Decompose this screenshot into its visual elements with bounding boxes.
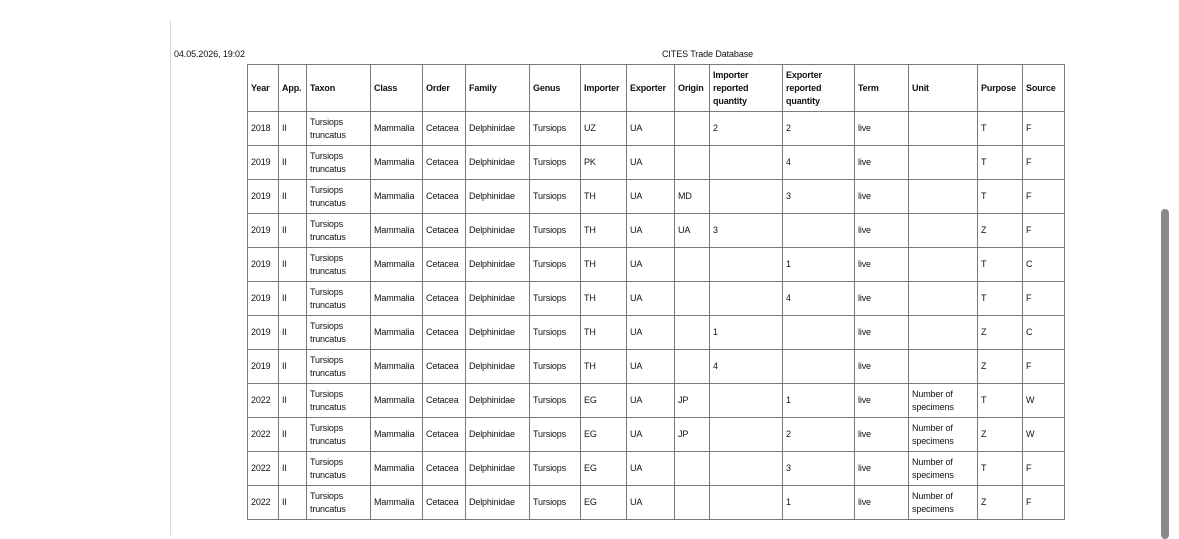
cell-purpose: T: [978, 248, 1023, 282]
cell-genus: Tursiops: [530, 146, 581, 180]
column-header-exporter-quantity: Exporter reported quantity: [783, 65, 855, 112]
cell-appendix: II: [279, 180, 307, 214]
cell-unit: [909, 248, 978, 282]
column-header-term: Term: [855, 65, 909, 112]
table-row: [248, 350, 1065, 384]
column-header-genus: Genus: [530, 65, 581, 112]
cell-year: 2022: [248, 452, 279, 486]
cell-importer-quantity: 3: [710, 214, 783, 248]
cell-origin: JP: [675, 418, 710, 452]
cell-taxon: Tursiops truncatus: [307, 282, 371, 316]
cell-importer: TH: [581, 282, 627, 316]
cell-order: Cetacea: [423, 316, 466, 350]
cell-unit: [909, 180, 978, 214]
cell-importer-quantity: 2: [710, 112, 783, 146]
cell-class: Mammalia: [371, 248, 423, 282]
cell-source: W: [1023, 418, 1065, 452]
cell-purpose: T: [978, 384, 1023, 418]
cell-term: live: [855, 146, 909, 180]
cell-importer: TH: [581, 316, 627, 350]
cell-origin: [675, 486, 710, 520]
cell-genus: Tursiops: [530, 248, 581, 282]
table-body: [248, 112, 1065, 520]
cell-source: F: [1023, 486, 1065, 520]
cell-unit: Number of specimens: [909, 418, 978, 452]
cell-family: Delphinidae: [466, 350, 530, 384]
cell-order: Cetacea: [423, 384, 466, 418]
cell-unit: [909, 282, 978, 316]
cell-exporter-quantity: 2: [783, 418, 855, 452]
cell-order: Cetacea: [423, 112, 466, 146]
cell-class: Mammalia: [371, 350, 423, 384]
cell-appendix: II: [279, 384, 307, 418]
cell-taxon: Tursiops truncatus: [307, 248, 371, 282]
cell-year: 2019: [248, 350, 279, 384]
cell-importer-quantity: 4: [710, 350, 783, 384]
cell-appendix: II: [279, 214, 307, 248]
cell-appendix: II: [279, 350, 307, 384]
cell-family: Delphinidae: [466, 112, 530, 146]
cell-exporter: UA: [627, 486, 675, 520]
cell-taxon: Tursiops truncatus: [307, 418, 371, 452]
cell-class: Mammalia: [371, 452, 423, 486]
cell-purpose: Z: [978, 350, 1023, 384]
cell-exporter-quantity: 4: [783, 146, 855, 180]
cell-exporter: UA: [627, 384, 675, 418]
cell-year: 2019: [248, 214, 279, 248]
cell-class: Mammalia: [371, 146, 423, 180]
cell-importer-quantity: [710, 248, 783, 282]
column-header-purpose: Purpose: [978, 65, 1023, 112]
cell-class: Mammalia: [371, 282, 423, 316]
cell-origin: [675, 350, 710, 384]
cell-unit: [909, 350, 978, 384]
table-row: [248, 248, 1065, 282]
cell-source: F: [1023, 350, 1065, 384]
cell-importer-quantity: [710, 146, 783, 180]
cell-class: Mammalia: [371, 486, 423, 520]
cell-term: live: [855, 418, 909, 452]
cell-taxon: Tursiops truncatus: [307, 452, 371, 486]
trade-table: [247, 64, 1065, 520]
cell-source: C: [1023, 316, 1065, 350]
cell-importer: EG: [581, 418, 627, 452]
cell-family: Delphinidae: [466, 486, 530, 520]
cell-order: Cetacea: [423, 180, 466, 214]
column-header-order: Order: [423, 65, 466, 112]
cell-family: Delphinidae: [466, 418, 530, 452]
cell-origin: JP: [675, 384, 710, 418]
cell-origin: [675, 282, 710, 316]
cell-genus: Tursiops: [530, 180, 581, 214]
cell-year: 2019: [248, 146, 279, 180]
cell-term: live: [855, 248, 909, 282]
cell-purpose: T: [978, 180, 1023, 214]
cell-exporter-quantity: 1: [783, 486, 855, 520]
cell-term: live: [855, 214, 909, 248]
cell-source: F: [1023, 112, 1065, 146]
cell-unit: Number of specimens: [909, 486, 978, 520]
cell-class: Mammalia: [371, 180, 423, 214]
cell-exporter: UA: [627, 350, 675, 384]
cell-year: 2019: [248, 282, 279, 316]
cell-unit: [909, 316, 978, 350]
table-row: [248, 384, 1065, 418]
table-row: [248, 486, 1065, 520]
cell-genus: Tursiops: [530, 214, 581, 248]
cell-appendix: II: [279, 146, 307, 180]
column-header-year: Year: [248, 65, 279, 112]
cell-year: 2022: [248, 384, 279, 418]
cell-purpose: T: [978, 112, 1023, 146]
cell-order: Cetacea: [423, 350, 466, 384]
cell-appendix: II: [279, 452, 307, 486]
cell-exporter-quantity: 1: [783, 384, 855, 418]
cell-taxon: Tursiops truncatus: [307, 384, 371, 418]
cell-year: 2019: [248, 248, 279, 282]
cell-source: F: [1023, 214, 1065, 248]
cell-purpose: Z: [978, 214, 1023, 248]
table-row: [248, 180, 1065, 214]
cell-source: W: [1023, 384, 1065, 418]
cell-exporter-quantity: 3: [783, 452, 855, 486]
cell-family: Delphinidae: [466, 452, 530, 486]
cell-unit: [909, 146, 978, 180]
cell-family: Delphinidae: [466, 214, 530, 248]
cell-genus: Tursiops: [530, 112, 581, 146]
cell-importer: UZ: [581, 112, 627, 146]
column-header-importer: Importer: [581, 65, 627, 112]
cell-order: Cetacea: [423, 452, 466, 486]
cell-family: Delphinidae: [466, 180, 530, 214]
table-row: [248, 282, 1065, 316]
cell-class: Mammalia: [371, 384, 423, 418]
cell-class: Mammalia: [371, 418, 423, 452]
cell-origin: [675, 248, 710, 282]
cell-exporter: UA: [627, 146, 675, 180]
page-title: CITES Trade Database: [662, 49, 754, 59]
cell-taxon: Tursiops truncatus: [307, 146, 371, 180]
cell-origin: [675, 316, 710, 350]
cell-appendix: II: [279, 112, 307, 146]
cell-importer: TH: [581, 180, 627, 214]
cell-exporter-quantity: 4: [783, 282, 855, 316]
cell-exporter-quantity: [783, 350, 855, 384]
cell-class: Mammalia: [371, 214, 423, 248]
cell-exporter: UA: [627, 316, 675, 350]
cell-importer-quantity: [710, 418, 783, 452]
cell-appendix: II: [279, 316, 307, 350]
cell-exporter-quantity: 2: [783, 112, 855, 146]
page-left-border: [170, 20, 171, 535]
cell-exporter: UA: [627, 112, 675, 146]
cell-origin: [675, 112, 710, 146]
cell-importer: TH: [581, 248, 627, 282]
column-header-class: Class: [371, 65, 423, 112]
cell-term: live: [855, 316, 909, 350]
cell-family: Delphinidae: [466, 146, 530, 180]
cell-genus: Tursiops: [530, 350, 581, 384]
column-header-exporter: Exporter: [627, 65, 675, 112]
cell-family: Delphinidae: [466, 316, 530, 350]
cell-unit: [909, 112, 978, 146]
cell-class: Mammalia: [371, 112, 423, 146]
scrollbar-thumb[interactable]: [1161, 209, 1169, 539]
column-header-taxon: Taxon: [307, 65, 371, 112]
cell-genus: Tursiops: [530, 452, 581, 486]
cell-unit: [909, 214, 978, 248]
column-header-appendix: App.: [279, 65, 307, 112]
cell-family: Delphinidae: [466, 282, 530, 316]
cell-exporter: UA: [627, 282, 675, 316]
cell-genus: Tursiops: [530, 486, 581, 520]
cell-importer: EG: [581, 452, 627, 486]
cell-origin: [675, 146, 710, 180]
cell-year: 2018: [248, 112, 279, 146]
cell-purpose: Z: [978, 316, 1023, 350]
cell-genus: Tursiops: [530, 282, 581, 316]
cell-importer-quantity: 1: [710, 316, 783, 350]
cell-origin: MD: [675, 180, 710, 214]
cell-class: Mammalia: [371, 316, 423, 350]
cell-genus: Tursiops: [530, 418, 581, 452]
cell-exporter: UA: [627, 180, 675, 214]
cell-source: F: [1023, 452, 1065, 486]
cell-origin: UA: [675, 214, 710, 248]
cell-term: live: [855, 282, 909, 316]
column-header-importer-quantity: Importer reported quantity: [710, 65, 783, 112]
cell-term: live: [855, 452, 909, 486]
cell-purpose: T: [978, 452, 1023, 486]
cell-order: Cetacea: [423, 146, 466, 180]
cell-appendix: II: [279, 282, 307, 316]
table-row: [248, 452, 1065, 486]
cell-purpose: T: [978, 146, 1023, 180]
table-header: [248, 65, 1065, 112]
cell-importer-quantity: [710, 384, 783, 418]
cell-taxon: Tursiops truncatus: [307, 112, 371, 146]
table-row: [248, 112, 1065, 146]
cell-year: 2019: [248, 316, 279, 350]
cell-importer-quantity: [710, 452, 783, 486]
cell-family: Delphinidae: [466, 384, 530, 418]
cell-exporter: UA: [627, 418, 675, 452]
column-header-family: Family: [466, 65, 530, 112]
cell-source: C: [1023, 248, 1065, 282]
table-row: [248, 214, 1065, 248]
cell-source: F: [1023, 180, 1065, 214]
cell-term: live: [855, 384, 909, 418]
cell-exporter-quantity: 1: [783, 248, 855, 282]
cell-taxon: Tursiops truncatus: [307, 486, 371, 520]
cell-year: 2022: [248, 418, 279, 452]
cell-exporter-quantity: 3: [783, 180, 855, 214]
cell-order: Cetacea: [423, 486, 466, 520]
cell-order: Cetacea: [423, 248, 466, 282]
cell-term: live: [855, 180, 909, 214]
header-row: [248, 65, 1065, 112]
cell-term: live: [855, 112, 909, 146]
cell-importer-quantity: [710, 180, 783, 214]
cell-exporter-quantity: [783, 316, 855, 350]
cell-appendix: II: [279, 248, 307, 282]
cell-taxon: Tursiops truncatus: [307, 350, 371, 384]
cell-importer-quantity: [710, 282, 783, 316]
cell-order: Cetacea: [423, 282, 466, 316]
cell-family: Delphinidae: [466, 248, 530, 282]
column-header-source: Source: [1023, 65, 1065, 112]
cell-year: 2019: [248, 180, 279, 214]
cell-exporter: UA: [627, 214, 675, 248]
cell-order: Cetacea: [423, 418, 466, 452]
cell-source: F: [1023, 282, 1065, 316]
cell-taxon: Tursiops truncatus: [307, 180, 371, 214]
cell-appendix: II: [279, 418, 307, 452]
cell-unit: Number of specimens: [909, 384, 978, 418]
cell-term: live: [855, 350, 909, 384]
cell-purpose: Z: [978, 486, 1023, 520]
cell-importer: EG: [581, 384, 627, 418]
column-header-origin: Origin: [675, 65, 710, 112]
cell-purpose: T: [978, 282, 1023, 316]
cell-taxon: Tursiops truncatus: [307, 316, 371, 350]
cell-importer: PK: [581, 146, 627, 180]
cell-term: live: [855, 486, 909, 520]
column-header-unit: Unit: [909, 65, 978, 112]
cell-appendix: II: [279, 486, 307, 520]
cell-year: 2022: [248, 486, 279, 520]
print-datetime: 04.05.2026, 19:02: [174, 49, 245, 59]
cell-exporter: UA: [627, 452, 675, 486]
cell-importer: TH: [581, 350, 627, 384]
cell-exporter-quantity: [783, 214, 855, 248]
table-row: [248, 146, 1065, 180]
cell-source: F: [1023, 146, 1065, 180]
cell-exporter: UA: [627, 248, 675, 282]
cell-taxon: Tursiops truncatus: [307, 214, 371, 248]
cell-genus: Tursiops: [530, 316, 581, 350]
cell-importer-quantity: [710, 486, 783, 520]
table-row: [248, 418, 1065, 452]
cell-importer: EG: [581, 486, 627, 520]
cell-importer: TH: [581, 214, 627, 248]
cell-origin: [675, 452, 710, 486]
cell-order: Cetacea: [423, 214, 466, 248]
cell-genus: Tursiops: [530, 384, 581, 418]
table-row: [248, 316, 1065, 350]
cell-purpose: Z: [978, 418, 1023, 452]
cell-unit: Number of specimens: [909, 452, 978, 486]
